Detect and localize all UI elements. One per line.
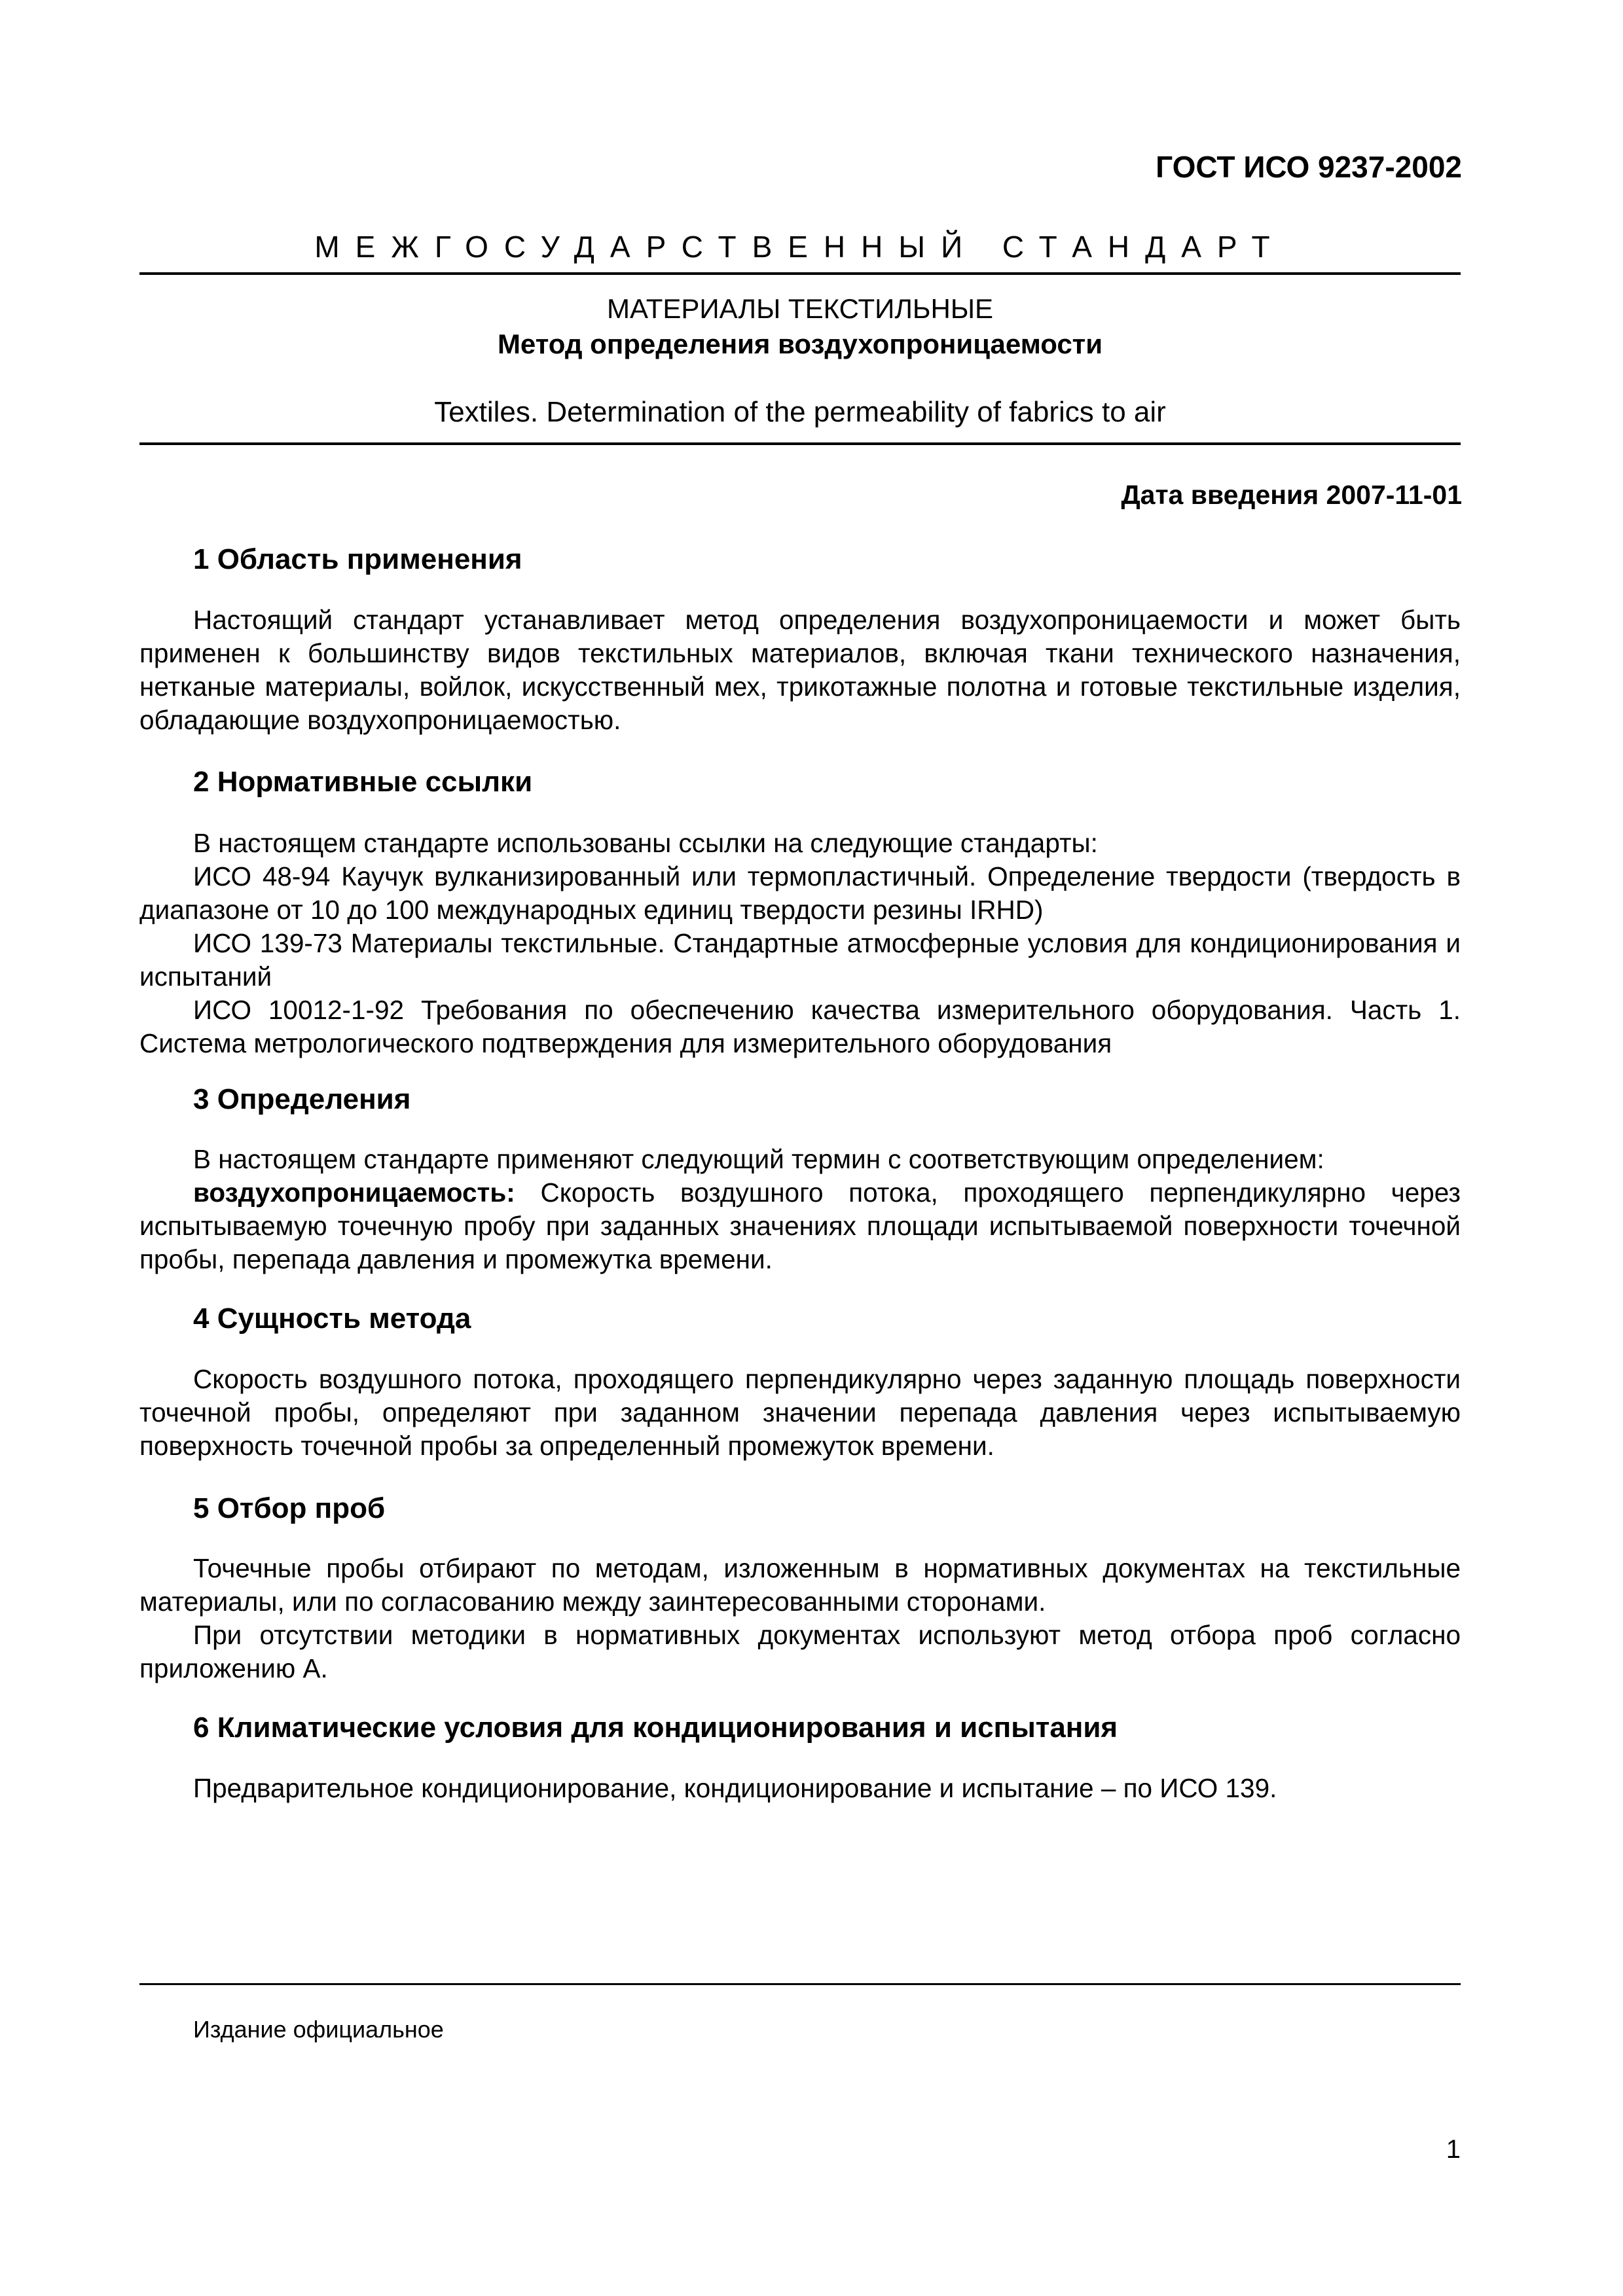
section-2-reference-iso-10012: ИСО 10012-1-92 Требования по обеспечению качества измерительного оборудования. Часть 1. Система метрологического подтверждения для измерительного оборудования [139,995,1461,1058]
title-sub: Метод определения воздухопроницаемости [497,329,1103,359]
section-5-paragraph-1: Точечные пробы отбирают по методам, изложенным в нормативных документах на текстильные материалы, или по согласованию между заинтересованными сторонами. [139,1553,1461,1617]
official-edition-note: Издание официальное [193,2016,444,2043]
section-4-heading: 4 Сущность метода [193,1302,471,1335]
section-1-heading: 1 Область применения [193,543,522,575]
interstate-standard-label: МЕЖГОСУДАРСТВЕННЫЙ СТАНДАРТ [314,230,1286,264]
section-5-paragraph-2: При отсутствии методики в нормативных документах используют метод отбора проб согласно приложению А. [139,1620,1461,1683]
definition-text: Скорость воздушного потока, проходящего перпендикулярно через испытываемую точечную пробу при заданных значениях площади испытываемой поверхности точечной пробы, перепада давления и промежутка времени. [139,1177,1461,1274]
introduction-date: Дата введения 2007-11-01 [1121,480,1462,510]
section-2-paragraph-intro: В настоящем стандарте использованы ссылки на следующие стандарты: [193,828,1098,858]
section-3-paragraph-intro: В настоящем стандарте применяют следующий термин с соответствующим определением: [193,1144,1324,1174]
section-1-paragraph: Настоящий стандарт устанавливает метод определения воздухопроницаемости и может быть применен к большинству видов текстильных материалов, включая ткани технического назначения, нетканые материалы, войлок, искусственный мех, трикотажные полотна и готовые текстильные изделия, обладающие воздухопроницаемостью. [139,605,1461,735]
defined-term: воздухопроницаемость: [193,1177,515,1208]
header-rule [139,272,1461,275]
title-main: МАТЕРИАЛЫ ТЕКСТИЛЬНЫЕ [606,293,994,324]
section-2-reference-iso-48: ИСО 48-94 Каучук вулканизированный или термопластичный. Определение твердости (твердость в диапазоне от 10 до 100 международных единиц твердости резины IRHD) [139,861,1461,925]
section-6-heading: 6 Климатические условия для кондиционирования и испытания [193,1712,1118,1744]
section-2-heading: 2 Нормативные ссылки [193,766,533,798]
title-english: Textiles. Determination of the permeability of fabrics to air [434,396,1166,428]
section-4-paragraph: Скорость воздушного потока, проходящего перпендикулярно через заданную площадь поверхности точечной пробы, определяют при заданном значении перепада давления через испытываемую поверхность точечной пробы за определенный промежуток времени. [139,1364,1461,1461]
footnote-rule [139,1983,1461,1985]
section-3-definition [139,1176,1461,1276]
standard-code: ГОСТ ИСО 9237-2002 [1156,150,1462,184]
section-6-paragraph: Предварительное кондиционирование, кондиционирование и испытание – по ИСО 139. [193,1773,1277,1803]
section-5-heading: 5 Отбор проб [193,1492,386,1524]
section-2-reference-iso-139: ИСО 139-73 Материалы текстильные. Стандартные атмосферные условия для кондиционирования и испытаний [139,928,1461,992]
title-rule [139,442,1461,445]
section-3-heading: 3 Определения [193,1083,411,1115]
page-number: 1 [1446,2135,1461,2164]
